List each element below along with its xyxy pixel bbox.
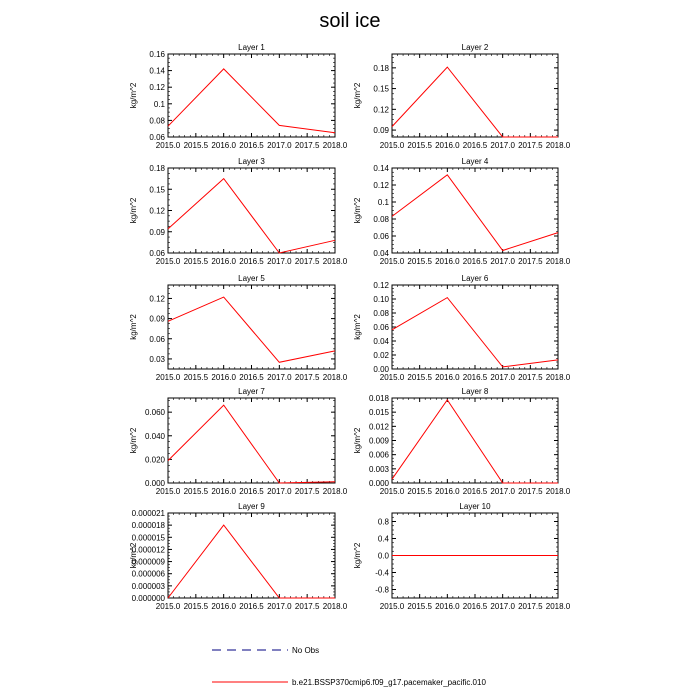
x-tick-label: 2018.0 — [322, 257, 348, 266]
x-tick-label: 2018.0 — [545, 373, 571, 382]
y-tick-label: 0.015 — [368, 408, 389, 418]
x-tick-label: 2015.0 — [379, 487, 405, 496]
x-tick-label: 2015.5 — [407, 487, 432, 496]
y-tick-label: 0.12 — [373, 105, 389, 115]
x-tick-label: 2016.0 — [435, 141, 460, 150]
y-tick-label: 0.18 — [373, 63, 389, 73]
x-tick-label: 2016.5 — [239, 487, 264, 496]
y-tick-label: 0.000 — [144, 479, 165, 488]
x-tick-label: 2017.0 — [490, 373, 515, 382]
x-tick-label: 2016.0 — [211, 257, 236, 266]
y-tick-label: 0.003 — [368, 464, 389, 474]
panel-title: Layer 7 — [238, 387, 265, 396]
x-tick-label: 2016.5 — [239, 141, 264, 150]
y-tick-label: 0.04 — [373, 249, 389, 258]
x-tick-label: 2015.0 — [379, 373, 405, 382]
x-tick-label: 2016.0 — [211, 373, 236, 382]
y-tick-label: 0.09 — [149, 227, 165, 237]
x-tick-label: 2016.0 — [435, 602, 460, 611]
y-tick-label: 0.4 — [377, 534, 389, 544]
x-tick-label: 2017.5 — [294, 141, 320, 150]
x-tick-label: 2017.5 — [518, 602, 543, 611]
x-tick-label: 2018.0 — [545, 257, 571, 266]
y-tick-label: 0.09 — [373, 126, 389, 136]
x-tick-label: 2017.0 — [490, 487, 515, 496]
x-tick-label: 2017.0 — [490, 141, 515, 150]
x-tick-label: 2017.5 — [294, 602, 320, 611]
y-tick-label: 0.15 — [373, 84, 389, 94]
x-tick-label: 2017.5 — [294, 373, 320, 382]
x-tick-label: 2016.5 — [462, 373, 488, 382]
y-tick-label: 0.08 — [373, 309, 389, 318]
y-tick-label: 0.06 — [373, 323, 389, 332]
y-tick-label: 0.12 — [149, 83, 165, 93]
y-tick-label: 0.060 — [144, 408, 165, 418]
page-title: soil ice — [319, 10, 381, 32]
y-tick-label: 0.06 — [373, 232, 389, 241]
y-axis-label: kg/m^2 — [353, 427, 362, 454]
x-tick-label: 2015.0 — [379, 141, 405, 150]
y-tick-label: 0.000018 — [131, 521, 165, 531]
x-tick-label: 2015.0 — [155, 373, 181, 382]
legend-item-1 — [212, 646, 319, 655]
y-tick-label: 0.020 — [144, 455, 165, 465]
legend-item-2 — [212, 678, 486, 687]
x-tick-label: 2015.5 — [407, 373, 432, 382]
x-tick-label: 2016.0 — [211, 602, 236, 611]
x-tick-label: 2015.5 — [183, 487, 209, 496]
panel-title: Layer 6 — [461, 274, 489, 283]
y-tick-label: 0.040 — [144, 431, 165, 441]
panel-title: Layer 5 — [238, 274, 265, 283]
legend-label: b.e21.BSSP370cmip6.f09_g17.pacemaker_pacific.010 — [292, 678, 486, 687]
x-tick-label: 2017.5 — [518, 141, 543, 150]
x-tick-label: 2016.0 — [435, 257, 460, 266]
x-tick-label: 2015.5 — [183, 602, 209, 611]
y-tick-label: 0.0 — [377, 551, 389, 561]
y-tick-label: 0.02 — [373, 351, 389, 360]
x-tick-label: 2015.0 — [379, 602, 405, 611]
x-tick-label: 2016.5 — [462, 257, 488, 266]
y-tick-label: 0.14 — [149, 66, 165, 76]
y-tick-label: 0.1 — [377, 198, 389, 207]
y-axis-label: kg/m^2 — [129, 314, 138, 340]
y-tick-label: 0.14 — [373, 164, 389, 173]
y-tick-label: 0.000003 — [131, 581, 165, 591]
y-tick-label: 0.15 — [149, 185, 165, 195]
panel-title: Layer 2 — [461, 43, 489, 52]
x-tick-label: 2015.5 — [407, 141, 432, 150]
x-tick-label: 2016.0 — [435, 487, 460, 496]
panel-title: Layer 8 — [461, 387, 489, 396]
y-axis-label: kg/m^2 — [129, 197, 138, 224]
y-tick-label: -0.4 — [375, 568, 389, 578]
x-tick-label: 2016.5 — [462, 602, 488, 611]
y-tick-label: 0.16 — [149, 50, 165, 59]
y-tick-label: -0.8 — [375, 585, 389, 595]
y-tick-label: 0.06 — [149, 334, 165, 344]
x-tick-label: 2015.0 — [155, 141, 181, 150]
x-tick-label: 2016.0 — [435, 373, 460, 382]
x-tick-label: 2017.5 — [518, 257, 543, 266]
x-tick-label: 2016.0 — [211, 487, 236, 496]
y-tick-label: 0.006 — [368, 450, 389, 460]
y-axis-label: kg/m^2 — [129, 542, 138, 569]
x-tick-label: 2016.5 — [239, 257, 264, 266]
x-tick-label: 2016.5 — [462, 487, 488, 496]
x-tick-label: 2015.0 — [155, 257, 181, 266]
x-tick-label: 2015.5 — [407, 602, 432, 611]
y-tick-label: 0.8 — [377, 517, 389, 527]
y-tick-label: 0.12 — [373, 281, 389, 290]
y-tick-label: 0.09 — [149, 314, 165, 324]
x-tick-label: 2017.5 — [518, 487, 543, 496]
x-tick-label: 2016.5 — [239, 602, 264, 611]
x-tick-label: 2015.0 — [155, 602, 181, 611]
y-tick-label: 0.000 — [368, 479, 389, 488]
x-tick-label: 2015.0 — [379, 257, 405, 266]
y-tick-label: 0.08 — [373, 215, 389, 224]
x-tick-label: 2016.0 — [211, 141, 236, 150]
panel-title: Layer 1 — [238, 43, 265, 52]
x-tick-label: 2017.0 — [267, 373, 292, 382]
y-tick-label: 0.18 — [149, 164, 165, 173]
x-tick-label: 2017.5 — [294, 257, 320, 266]
y-tick-label: 0.000000 — [131, 594, 165, 603]
panel-title: Layer 10 — [459, 502, 491, 511]
x-tick-label: 2017.0 — [267, 487, 292, 496]
x-tick-label: 2018.0 — [322, 373, 348, 382]
x-tick-label: 2017.0 — [490, 602, 515, 611]
y-axis-label: kg/m^2 — [353, 314, 362, 340]
x-tick-label: 2018.0 — [322, 487, 348, 496]
x-tick-label: 2015.5 — [407, 257, 432, 266]
x-tick-label: 2016.5 — [239, 373, 264, 382]
y-tick-label: 0.000021 — [131, 509, 165, 518]
x-tick-label: 2015.0 — [155, 487, 181, 496]
x-tick-label: 2017.5 — [294, 487, 320, 496]
legend-label: No Obs — [292, 646, 320, 655]
y-tick-label: 0.018 — [368, 394, 389, 403]
x-tick-label: 2016.5 — [462, 141, 488, 150]
x-tick-label: 2015.5 — [183, 373, 209, 382]
panel-title: Layer 4 — [461, 157, 489, 166]
y-tick-label: 0.000012 — [131, 545, 165, 555]
x-tick-label: 2018.0 — [545, 487, 571, 496]
y-tick-label: 0.04 — [373, 337, 389, 346]
x-tick-label: 2017.5 — [518, 373, 543, 382]
y-tick-label: 0.12 — [373, 181, 389, 190]
y-tick-label: 0.1 — [153, 99, 165, 109]
x-tick-label: 2017.0 — [267, 257, 292, 266]
y-tick-label: 0.12 — [149, 294, 165, 304]
x-tick-label: 2018.0 — [322, 602, 348, 611]
y-tick-label: 0.012 — [368, 422, 389, 432]
y-tick-label: 0.12 — [149, 206, 165, 216]
x-tick-label: 2015.5 — [183, 141, 209, 150]
y-tick-label: 0.000015 — [131, 533, 165, 543]
x-tick-label: 2015.5 — [183, 257, 209, 266]
y-tick-label: 0.03 — [149, 354, 165, 364]
x-tick-label: 2017.0 — [267, 602, 292, 611]
panel-title: Layer 9 — [238, 502, 265, 511]
y-tick-label: 0.000009 — [131, 557, 165, 567]
y-tick-label: 0.06 — [149, 133, 165, 142]
y-tick-label: 0.10 — [373, 295, 389, 304]
y-axis-label: kg/m^2 — [353, 542, 362, 569]
y-tick-label: 0.009 — [368, 436, 389, 446]
panel-title: Layer 3 — [238, 157, 265, 166]
y-axis-label: kg/m^2 — [353, 197, 362, 224]
y-tick-label: 0.00 — [373, 365, 389, 374]
y-axis-label: kg/m^2 — [129, 427, 138, 454]
x-tick-label: 2017.0 — [267, 141, 292, 150]
y-tick-label: 0.08 — [149, 116, 165, 126]
y-tick-label: 0.06 — [149, 249, 165, 258]
x-tick-label: 2018.0 — [545, 141, 571, 150]
x-tick-label: 2017.0 — [490, 257, 515, 266]
y-axis-label: kg/m^2 — [129, 82, 138, 109]
y-axis-label: kg/m^2 — [353, 82, 362, 109]
y-tick-label: 0.000006 — [131, 569, 165, 579]
x-tick-label: 2018.0 — [322, 141, 348, 150]
x-tick-label: 2018.0 — [545, 602, 571, 611]
